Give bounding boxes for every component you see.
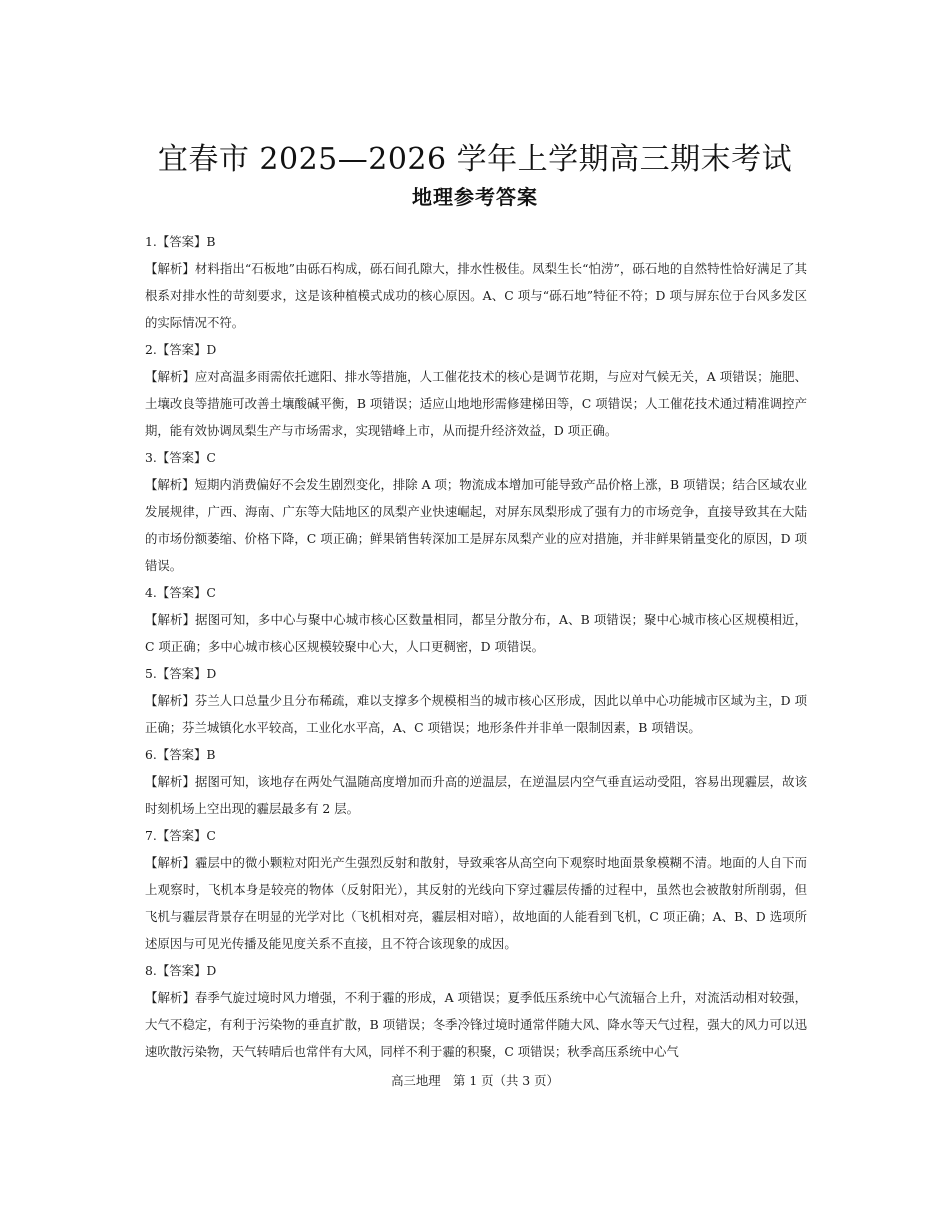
- analysis-text: 【解析】芬兰人口总量少且分布稀疏，难以支撑多个规模相当的城市核心区形成，因此以单中心功能城市区域为主，D 项正确；芬兰城镇化水平较高，工业化水平高，A、C 项错误；地形条件并非单一限制因素，B 项错误。: [145, 693, 807, 735]
- answer-label: 6.【答案】B: [145, 747, 216, 762]
- question-item-6: [145, 741, 807, 822]
- analysis-text: 【解析】霾层中的微小颗粒对阳光产生强烈反射和散射，导致乘客从高空向下观察时地面景象模糊不清。地面的人自下而上观察时，飞机本身是较亮的物体（反射阳光），其反射的光线向下穿过霾层传播的过程中，虽然也会被散射所削弱，但飞机与霾层背景存在明显的光学对比（飞机相对亮，霾层相对暗），故地面的人能看到飞机，C 项正确；A、B、D 选项所述原因与可见光传播及能见度关系不直接，且不符合该现象的成因。: [145, 855, 807, 951]
- question-item-4: [145, 579, 807, 660]
- question-item-7: [145, 822, 807, 957]
- answer-label: 7.【答案】C: [145, 828, 216, 843]
- exam-title: 宜春市 2025—2026 学年上学期高三期末考试: [157, 142, 793, 177]
- answer-label: 3.【答案】C: [145, 450, 216, 465]
- page-footer: 高三地理 第 1 页（共 3 页）: [391, 1073, 559, 1088]
- question-item-2: [145, 336, 807, 444]
- analysis-text: 【解析】据图可知，多中心与聚中心城市核心区数量相同，都呈分散分布，A、B 项错误；聚中心城市核心区规模相近，C 项正确；多中心城市核心区规模较聚中心大，人口更稠密，D 项错误。: [145, 612, 807, 654]
- analysis-text: 【解析】据图可知，该地存在两处气温随高度增加而升高的逆温层，在逆温层内空气垂直运动受阻，容易出现霾层，故该时刻机场上空出现的霾层最多有 2 层。: [145, 774, 807, 816]
- answer-list: [145, 228, 807, 1065]
- answer-label: 1.【答案】B: [145, 234, 216, 249]
- answer-label: 2.【答案】D: [145, 342, 217, 357]
- analysis-text: 【解析】材料指出“石板地”由砾石构成，砾石间孔隙大，排水性极佳。凤梨生长“怕涝”，砾石地的自然特性恰好满足了其根系对排水性的苛刻要求，这是该种植模式成功的核心原因。A、C 项与“砾石地”特征不符；D 项与屏东位于台风多发区的实际情况不符。: [145, 261, 807, 330]
- answer-key-subtitle: 地理参考答案: [412, 185, 538, 209]
- question-item-8: [145, 957, 807, 1065]
- analysis-text: 【解析】应对高温多雨需依托遮阳、排水等措施，人工催花技术的核心是调节花期，与应对气候无关，A 项错误；施肥、土壤改良等措施可改善土壤酸碱平衡，B 项错误；适应山地地形需修建梯田等，C 项错误；人工催花技术通过精准调控产期，能有效协调凤梨生产与市场需求，实现错峰上市，从而提升经济效益，D 项正确。: [145, 369, 807, 438]
- analysis-text: 【解析】春季气旋过境时风力增强，不利于霾的形成，A 项错误；夏季低压系统中心气流辐合上升，对流活动相对较强，大气不稳定，有利于污染物的垂直扩散，B 项错误；冬季冷锋过境时通常伴随大风、降水等天气过程，强大的风力可以迅速吹散污染物，天气转晴后也常伴有大风，同样不利于霾的积聚，C 项错误；秋季高压系统中心气: [145, 990, 807, 1059]
- question-item-3: [145, 444, 807, 579]
- answer-label: 5.【答案】D: [145, 666, 217, 681]
- question-item-1: [145, 228, 807, 336]
- analysis-text: 【解析】短期内消费偏好不会发生剧烈变化，排除 A 项；物流成本增加可能导致产品价格上涨，B 项错误；结合区域农业发展规律，广西、海南、广东等大陆地区的凤梨产业快速崛起，对屏东凤梨形成了强有力的市场竞争，直接导致其在大陆的市场份额萎缩、价格下降，C 项正确；鲜果销售转深加工是屏东凤梨产业的应对措施，并非鲜果销量变化的原因，D 项错误。: [145, 477, 807, 573]
- answer-label: 4.【答案】C: [145, 585, 216, 600]
- answer-label: 8.【答案】D: [145, 963, 217, 978]
- question-item-5: [145, 660, 807, 741]
